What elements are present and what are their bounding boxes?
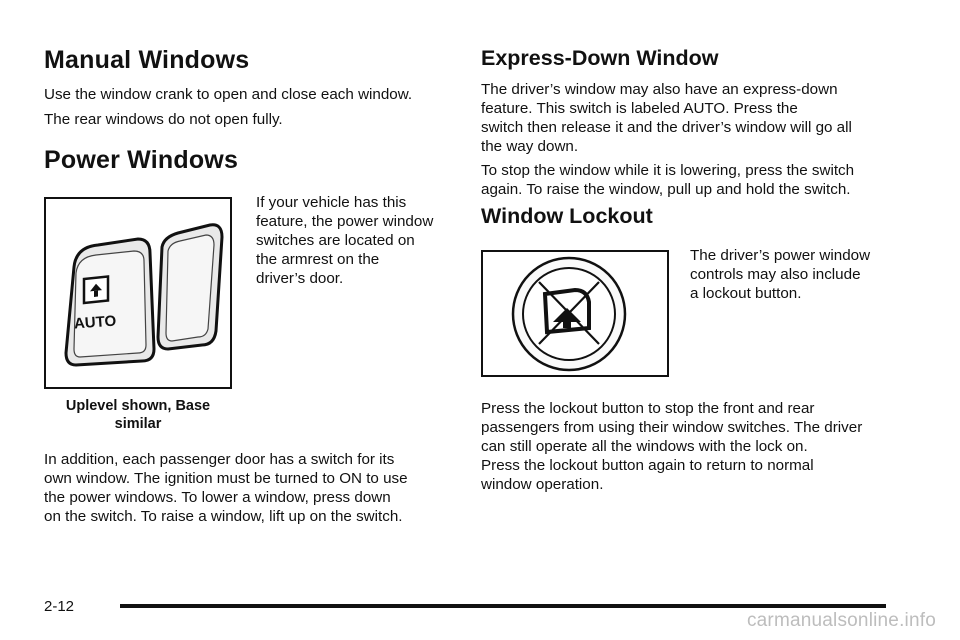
express-down-para-2 (481, 161, 921, 199)
side-text-line: driver’s door. (256, 270, 344, 287)
manual-windows-para-1: Use the window crank to open and close each window. (44, 86, 413, 103)
power-window-switch-illustration (46, 199, 230, 387)
power-window-switch-figure (44, 197, 232, 389)
para-line: In addition, each passenger door has a switch for its (44, 451, 395, 468)
power-windows-para (44, 450, 464, 526)
para-line: own window. The ignition must be turned to ON to use (44, 470, 408, 487)
side-text-line: switches are located on (256, 232, 415, 249)
side-text-line: the armrest on the (256, 251, 380, 268)
side-text-line: feature, the power window (256, 213, 434, 230)
manual-windows-para-2: The rear windows do not open fully. (44, 111, 283, 128)
para-line: again. To raise the window, pull up and hold the switch. (481, 181, 851, 198)
express-down-para-1 (481, 80, 921, 156)
para-line: passengers from using their window switches. The driver (481, 419, 863, 436)
auto-switch-label: AUTO (73, 312, 117, 333)
lockout-button-figure (481, 250, 669, 377)
para-line: feature. This switch is labeled AUTO. Press the (481, 100, 798, 117)
side-text-line: controls may also include (690, 266, 861, 283)
side-text-line: The driver’s power window (690, 247, 871, 264)
lockout-side-text (690, 246, 920, 303)
page-number: 2-12 (44, 598, 75, 615)
para-line: window operation. (481, 476, 604, 493)
para-line: Press the lockout button to stop the front and rear (481, 400, 815, 417)
manual-windows-heading: Manual Windows (44, 46, 250, 74)
watermark: carmanualsonline.info (746, 610, 936, 631)
caption-line: similar (114, 416, 162, 432)
power-windows-heading: Power Windows (44, 146, 239, 174)
side-text-line: If your vehicle has this (256, 194, 407, 211)
caption-line: Uplevel shown, Base (65, 398, 211, 414)
side-text-line: a lockout button. (690, 285, 802, 302)
para-line: on the switch. To raise a window, lift up on the switch. (44, 508, 403, 525)
lockout-button-illustration (483, 252, 667, 375)
para-line: the power windows. To lower a window, press down (44, 489, 391, 506)
lockout-para-1 (481, 399, 921, 494)
power-window-figure-caption (44, 397, 232, 433)
para-line: Press the lockout button again to return to normal (481, 457, 814, 474)
footer-rule (120, 604, 886, 608)
express-down-heading: Express-Down Window (481, 46, 719, 70)
window-lockout-heading: Window Lockout (481, 204, 653, 228)
power-windows-side-text (256, 193, 456, 288)
para-line: The driver’s window may also have an express-down (481, 81, 838, 98)
para-line: To stop the window while it is lowering, press the switch (481, 162, 855, 179)
para-line: the way down. (481, 138, 579, 155)
para-line: switch then release it and the driver’s window will go all (481, 119, 852, 136)
para-line: can still operate all the windows with the lock on. (481, 438, 808, 455)
